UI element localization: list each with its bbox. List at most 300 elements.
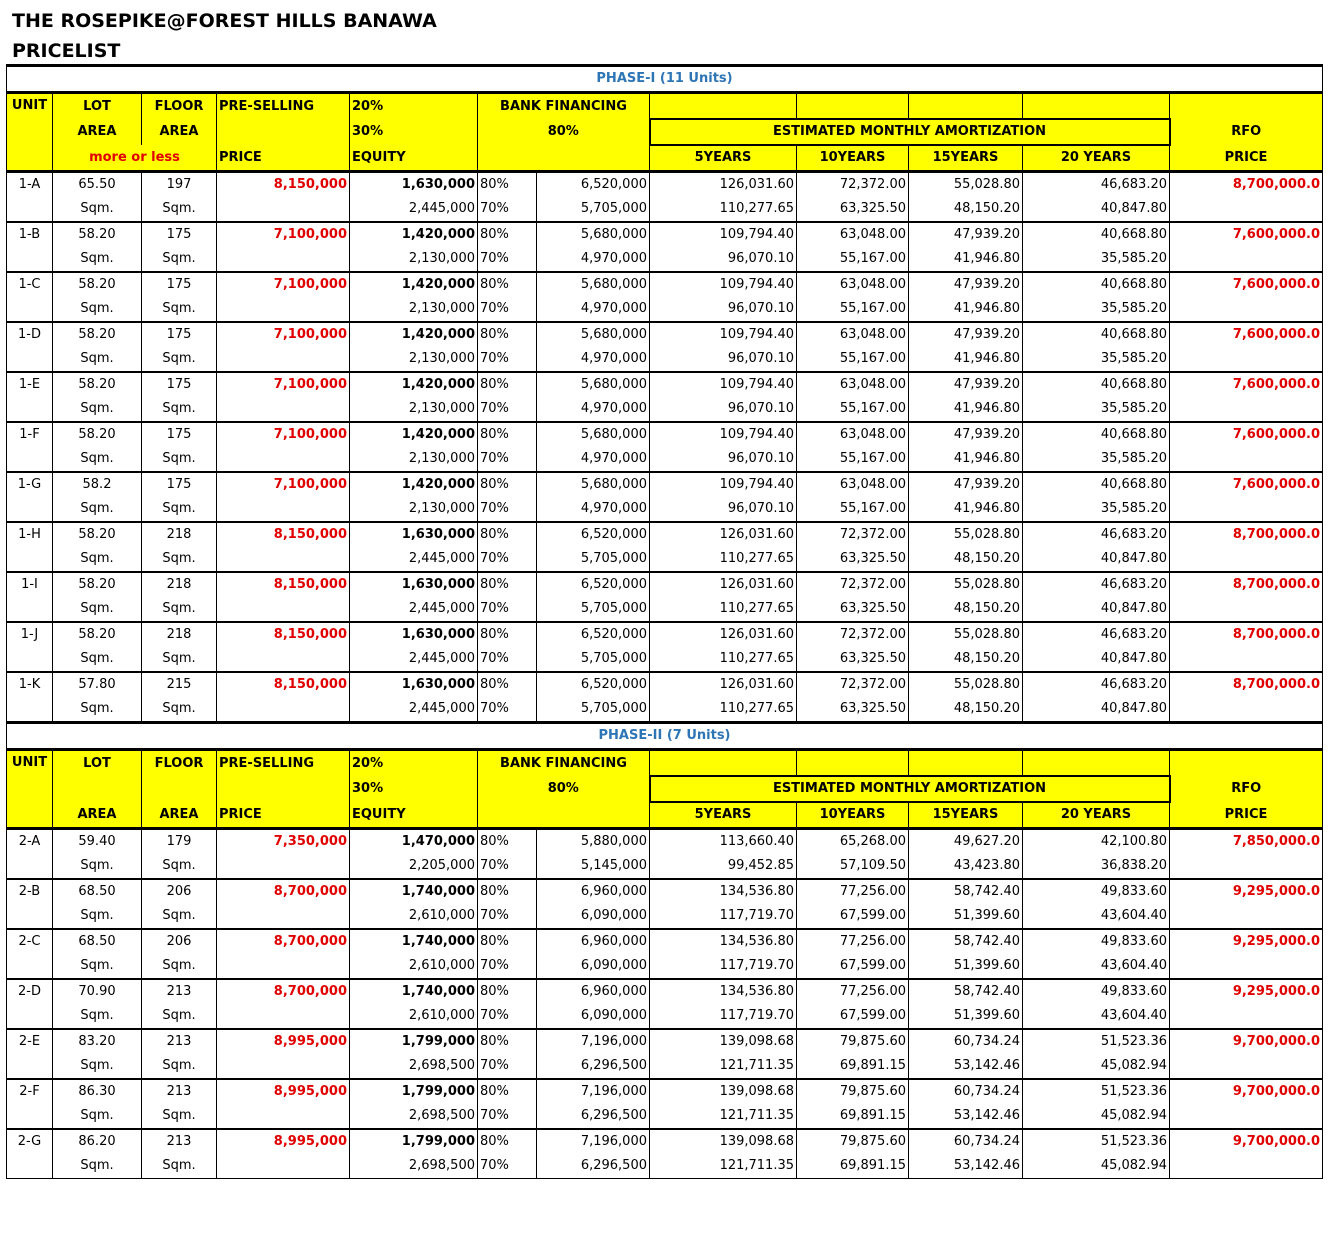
- equity-value: 1,740,000: [350, 979, 478, 1004]
- amort-5years: 109,794.40: [650, 272, 797, 297]
- blank-cell: [1170, 954, 1323, 979]
- table-row: [7, 829, 1323, 855]
- blank-cell: [217, 1054, 350, 1079]
- table-row: [7, 1079, 1323, 1104]
- blank-cell: [1170, 447, 1323, 472]
- floor-area-unit: Sqm.: [142, 547, 217, 572]
- bank-financing-value: 4,970,000: [537, 297, 650, 322]
- unit-code: 2-B: [7, 879, 53, 904]
- blank-cell: [7, 297, 53, 322]
- equity-value: 2,445,000: [350, 597, 478, 622]
- bank-financing-value: 6,520,000: [537, 572, 650, 597]
- amort-15years: 43,423.80: [909, 854, 1023, 879]
- lot-area-unit: Sqm.: [53, 1104, 142, 1129]
- blank-cell: [217, 297, 350, 322]
- header-row: [7, 145, 1323, 172]
- amort-10years: 72,372.00: [797, 672, 909, 697]
- amort-5years: 96,070.10: [650, 497, 797, 522]
- floor-area-unit: Sqm.: [142, 597, 217, 622]
- lot-area: 68.50: [53, 929, 142, 954]
- blank-cell: [1170, 297, 1323, 322]
- blank-cell: [1170, 1004, 1323, 1029]
- floor-area-unit: Sqm.: [142, 447, 217, 472]
- amort-10years: 63,048.00: [797, 322, 909, 347]
- unit-code: 1-I: [7, 572, 53, 597]
- floor-area: 218: [142, 572, 217, 597]
- amort-5years: 109,794.40: [650, 322, 797, 347]
- blank-cell: [7, 647, 53, 672]
- table-row: [7, 1154, 1323, 1179]
- rfo-price: 9,295,000.0: [1170, 929, 1323, 954]
- header-equity: EQUITY: [350, 802, 478, 829]
- table-row: [7, 979, 1323, 1004]
- lot-area: 58.20: [53, 572, 142, 597]
- blank-cell: [7, 854, 53, 879]
- amort-15years: 41,946.80: [909, 397, 1023, 422]
- rfo-price: 7,600,000.0: [1170, 222, 1323, 247]
- header-blank: [1023, 750, 1170, 777]
- header-blank: [217, 119, 350, 145]
- financing-percent: 70%: [478, 547, 537, 572]
- header-price: PRICE: [217, 802, 350, 829]
- document-subtitle: PRICELIST: [12, 40, 121, 62]
- bank-financing-value: 6,520,000: [537, 172, 650, 198]
- pre-selling-price: 8,995,000: [217, 1129, 350, 1154]
- amort-10years: 69,891.15: [797, 1054, 909, 1079]
- financing-percent: 80%: [478, 572, 537, 597]
- floor-area-unit: Sqm.: [142, 397, 217, 422]
- amort-20years: 46,683.20: [1023, 172, 1170, 198]
- unit-code: 2-D: [7, 979, 53, 1004]
- amort-20years: 40,668.80: [1023, 222, 1170, 247]
- amort-5years: 110,277.65: [650, 697, 797, 723]
- blank-cell: [7, 697, 53, 723]
- amort-5years: 110,277.65: [650, 647, 797, 672]
- amort-20years: 35,585.20: [1023, 447, 1170, 472]
- bank-financing-value: 6,520,000: [537, 622, 650, 647]
- floor-area: 213: [142, 1029, 217, 1054]
- amort-20years: 40,668.80: [1023, 372, 1170, 397]
- floor-area-unit: Sqm.: [142, 1154, 217, 1179]
- financing-percent: 80%: [478, 472, 537, 497]
- floor-area-unit: Sqm.: [142, 697, 217, 723]
- amort-15years: 55,028.80: [909, 622, 1023, 647]
- amort-20years: 49,833.60: [1023, 879, 1170, 904]
- blank-cell: [1170, 647, 1323, 672]
- lot-area-unit: Sqm.: [53, 647, 142, 672]
- rfo-price: 9,295,000.0: [1170, 879, 1323, 904]
- amort-20years: 35,585.20: [1023, 397, 1170, 422]
- unit-code: 1-J: [7, 622, 53, 647]
- header-bank-financing: BANK FINANCING: [478, 750, 650, 777]
- amort-15years: 48,150.20: [909, 547, 1023, 572]
- blank-cell: [7, 1154, 53, 1179]
- blank-cell: [7, 1054, 53, 1079]
- amort-20years: 42,100.80: [1023, 829, 1170, 855]
- amort-5years: 109,794.40: [650, 372, 797, 397]
- table-row: [7, 622, 1323, 647]
- table-row: [7, 472, 1323, 497]
- floor-area-unit: Sqm.: [142, 1104, 217, 1129]
- blank-cell: [1170, 497, 1323, 522]
- pricelist-table: [6, 64, 1323, 1179]
- pre-selling-price: 8,700,000: [217, 929, 350, 954]
- header-blank: [1170, 750, 1323, 777]
- amort-10years: 77,256.00: [797, 929, 909, 954]
- equity-value: 2,445,000: [350, 197, 478, 222]
- lot-area-unit: Sqm.: [53, 547, 142, 572]
- bank-financing-value: 5,705,000: [537, 697, 650, 723]
- equity-value: 1,420,000: [350, 222, 478, 247]
- equity-value: 2,130,000: [350, 297, 478, 322]
- amort-5years: 126,031.60: [650, 172, 797, 198]
- amort-5years: 126,031.60: [650, 622, 797, 647]
- amort-5years: 126,031.60: [650, 522, 797, 547]
- amort-5years: 110,277.65: [650, 547, 797, 572]
- floor-area: 213: [142, 1129, 217, 1154]
- financing-percent: 70%: [478, 247, 537, 272]
- financing-percent: 80%: [478, 1129, 537, 1154]
- amort-15years: 60,734.24: [909, 1029, 1023, 1054]
- bank-financing-value: 4,970,000: [537, 497, 650, 522]
- amort-5years: 109,794.40: [650, 422, 797, 447]
- header-pct30: 30%: [350, 119, 478, 145]
- amort-20years: 43,604.40: [1023, 904, 1170, 929]
- header-pre-selling: PRE-SELLING: [217, 93, 350, 120]
- header-blank: [1170, 93, 1323, 120]
- rfo-price: 8,700,000.0: [1170, 172, 1323, 198]
- amort-10years: 67,599.00: [797, 1004, 909, 1029]
- header-rfo: RFO: [1170, 776, 1323, 802]
- floor-area: 206: [142, 879, 217, 904]
- header-equity: EQUITY: [350, 145, 478, 172]
- header-blank: [478, 145, 650, 172]
- amort-15years: 48,150.20: [909, 197, 1023, 222]
- pre-selling-price: 7,100,000: [217, 222, 350, 247]
- amort-15years: 47,939.20: [909, 372, 1023, 397]
- financing-percent: 70%: [478, 904, 537, 929]
- blank-cell: [217, 397, 350, 422]
- header-5years: 5YEARS: [650, 802, 797, 829]
- header-blank: [217, 776, 350, 802]
- pre-selling-price: 8,700,000: [217, 879, 350, 904]
- header-blank: [650, 750, 797, 777]
- amort-20years: 40,847.80: [1023, 597, 1170, 622]
- blank-cell: [7, 247, 53, 272]
- blank-cell: [1170, 1054, 1323, 1079]
- equity-value: 1,420,000: [350, 472, 478, 497]
- amort-5years: 109,794.40: [650, 222, 797, 247]
- financing-percent: 70%: [478, 1104, 537, 1129]
- equity-value: 2,130,000: [350, 447, 478, 472]
- header-row: [7, 93, 1323, 120]
- rfo-price: 9,700,000.0: [1170, 1129, 1323, 1154]
- lot-area: 58.20: [53, 322, 142, 347]
- unit-code: 2-C: [7, 929, 53, 954]
- financing-percent: 70%: [478, 597, 537, 622]
- header-rfo-price: PRICE: [1170, 145, 1323, 172]
- floor-area: 215: [142, 672, 217, 697]
- amort-10years: 55,167.00: [797, 347, 909, 372]
- blank-cell: [217, 647, 350, 672]
- rfo-price: 8,700,000.0: [1170, 622, 1323, 647]
- blank-cell: [217, 547, 350, 572]
- table-row: [7, 422, 1323, 447]
- bank-financing-value: 5,705,000: [537, 597, 650, 622]
- equity-value: 1,740,000: [350, 879, 478, 904]
- floor-area: 175: [142, 472, 217, 497]
- floor-area-unit: Sqm.: [142, 1054, 217, 1079]
- amort-10years: 57,109.50: [797, 854, 909, 879]
- amort-10years: 63,325.50: [797, 697, 909, 723]
- equity-value: 2,698,500: [350, 1104, 478, 1129]
- table-row: [7, 197, 1323, 222]
- blank-cell: [1170, 197, 1323, 222]
- amort-15years: 47,939.20: [909, 222, 1023, 247]
- amort-10years: 55,167.00: [797, 247, 909, 272]
- amort-20years: 51,523.36: [1023, 1029, 1170, 1054]
- equity-value: 2,445,000: [350, 647, 478, 672]
- financing-percent: 80%: [478, 222, 537, 247]
- bank-financing-value: 4,970,000: [537, 447, 650, 472]
- header-pct30: 30%: [350, 776, 478, 802]
- header-15years: 15YEARS: [909, 145, 1023, 172]
- amort-10years: 63,325.50: [797, 197, 909, 222]
- header-rfo: RFO: [1170, 119, 1323, 145]
- table-row: [7, 929, 1323, 954]
- amort-10years: 63,325.50: [797, 597, 909, 622]
- table-row: [7, 1129, 1323, 1154]
- amort-5years: 110,277.65: [650, 597, 797, 622]
- bank-financing-value: 6,090,000: [537, 904, 650, 929]
- blank-cell: [217, 197, 350, 222]
- lot-area-unit: Sqm.: [53, 904, 142, 929]
- header-pct20: 20%: [350, 93, 478, 120]
- floor-area: 197: [142, 172, 217, 198]
- equity-value: 1,470,000: [350, 829, 478, 855]
- amort-20years: 36,838.20: [1023, 854, 1170, 879]
- lot-area: 58.20: [53, 622, 142, 647]
- amort-5years: 117,719.70: [650, 904, 797, 929]
- amort-5years: 134,536.80: [650, 929, 797, 954]
- floor-area: 213: [142, 1079, 217, 1104]
- equity-value: 1,420,000: [350, 422, 478, 447]
- lot-area-unit: Sqm.: [53, 1054, 142, 1079]
- bank-financing-value: 7,196,000: [537, 1079, 650, 1104]
- financing-percent: 70%: [478, 854, 537, 879]
- amort-15years: 51,399.60: [909, 954, 1023, 979]
- blank-cell: [217, 904, 350, 929]
- financing-percent: 70%: [478, 1054, 537, 1079]
- blank-cell: [7, 497, 53, 522]
- unit-code: 1-B: [7, 222, 53, 247]
- financing-percent: 80%: [478, 372, 537, 397]
- amort-20years: 40,668.80: [1023, 422, 1170, 447]
- lot-area: 65.50: [53, 172, 142, 198]
- floor-area: 218: [142, 522, 217, 547]
- amort-5years: 110,277.65: [650, 197, 797, 222]
- amort-20years: 35,585.20: [1023, 297, 1170, 322]
- amort-20years: 35,585.20: [1023, 347, 1170, 372]
- unit-code: 1-H: [7, 522, 53, 547]
- header-row: [7, 802, 1323, 829]
- equity-value: 2,698,500: [350, 1154, 478, 1179]
- unit-code: 2-E: [7, 1029, 53, 1054]
- pricelist-container: [6, 64, 1322, 1179]
- unit-code: 1-E: [7, 372, 53, 397]
- amort-20years: 40,847.80: [1023, 547, 1170, 572]
- blank-cell: [7, 1004, 53, 1029]
- rfo-price: 9,295,000.0: [1170, 979, 1323, 1004]
- table-row: [7, 1054, 1323, 1079]
- amort-15years: 41,946.80: [909, 347, 1023, 372]
- amort-5years: 117,719.70: [650, 1004, 797, 1029]
- lot-area-unit: Sqm.: [53, 197, 142, 222]
- header-20years: 20 YEARS: [1023, 145, 1170, 172]
- amort-10years: 55,167.00: [797, 447, 909, 472]
- pre-selling-price: 8,150,000: [217, 572, 350, 597]
- table-row: [7, 447, 1323, 472]
- amort-5years: 134,536.80: [650, 979, 797, 1004]
- blank-cell: [1170, 1154, 1323, 1179]
- amort-10years: 65,268.00: [797, 829, 909, 855]
- floor-area: 175: [142, 372, 217, 397]
- amort-20years: 40,847.80: [1023, 697, 1170, 723]
- table-row: [7, 522, 1323, 547]
- table-row: [7, 597, 1323, 622]
- amort-15years: 53,142.46: [909, 1054, 1023, 1079]
- header-blank: [797, 750, 909, 777]
- rfo-price: 7,600,000.0: [1170, 472, 1323, 497]
- lot-area-unit: Sqm.: [53, 297, 142, 322]
- table-row: [7, 697, 1323, 723]
- amort-15years: 60,734.24: [909, 1079, 1023, 1104]
- blank-cell: [7, 1104, 53, 1129]
- financing-percent: 70%: [478, 497, 537, 522]
- amort-15years: 41,946.80: [909, 447, 1023, 472]
- amort-10years: 63,048.00: [797, 372, 909, 397]
- header-floor-area: [142, 776, 217, 802]
- financing-percent: 80%: [478, 929, 537, 954]
- financing-percent: 70%: [478, 954, 537, 979]
- amort-10years: 72,372.00: [797, 522, 909, 547]
- rfo-price: 9,700,000.0: [1170, 1079, 1323, 1104]
- floor-area: 175: [142, 222, 217, 247]
- unit-code: 1-F: [7, 422, 53, 447]
- bank-financing-value: 5,680,000: [537, 322, 650, 347]
- amort-10years: 72,372.00: [797, 172, 909, 198]
- header-rfo-price: PRICE: [1170, 802, 1323, 829]
- table-row: [7, 322, 1323, 347]
- lot-area: 58.20: [53, 422, 142, 447]
- blank-cell: [217, 447, 350, 472]
- lot-area-unit: Sqm.: [53, 497, 142, 522]
- financing-percent: 80%: [478, 979, 537, 1004]
- pre-selling-price: 7,100,000: [217, 272, 350, 297]
- equity-value: 2,445,000: [350, 697, 478, 723]
- header-row: [7, 750, 1323, 777]
- lot-area-unit: Sqm.: [53, 247, 142, 272]
- equity-value: 1,799,000: [350, 1129, 478, 1154]
- pre-selling-price: 7,350,000: [217, 829, 350, 855]
- equity-value: 2,698,500: [350, 1054, 478, 1079]
- equity-value: 1,630,000: [350, 572, 478, 597]
- pre-selling-price: 7,100,000: [217, 372, 350, 397]
- amort-20years: 51,523.36: [1023, 1129, 1170, 1154]
- amort-15years: 51,399.60: [909, 1004, 1023, 1029]
- blank-cell: [217, 854, 350, 879]
- header-blank: [797, 93, 909, 120]
- amort-15years: 48,150.20: [909, 647, 1023, 672]
- lot-area: 58.20: [53, 372, 142, 397]
- blank-cell: [7, 904, 53, 929]
- table-row: [7, 854, 1323, 879]
- amort-20years: 40,847.80: [1023, 197, 1170, 222]
- bank-financing-value: 5,705,000: [537, 547, 650, 572]
- table-row: [7, 672, 1323, 697]
- bank-financing-value: 5,680,000: [537, 222, 650, 247]
- table-row: [7, 547, 1323, 572]
- blank-cell: [1170, 854, 1323, 879]
- blank-cell: [1170, 904, 1323, 929]
- amort-15years: 55,028.80: [909, 572, 1023, 597]
- equity-value: 2,130,000: [350, 397, 478, 422]
- header-10years: 10YEARS: [797, 802, 909, 829]
- amort-15years: 47,939.20: [909, 272, 1023, 297]
- equity-value: 2,130,000: [350, 347, 478, 372]
- amort-20years: 49,833.60: [1023, 979, 1170, 1004]
- amort-5years: 99,452.85: [650, 854, 797, 879]
- blank-cell: [217, 347, 350, 372]
- amort-5years: 121,711.35: [650, 1154, 797, 1179]
- amort-10years: 63,048.00: [797, 222, 909, 247]
- bank-financing-value: 5,680,000: [537, 372, 650, 397]
- financing-percent: 70%: [478, 1004, 537, 1029]
- floor-area-unit: Sqm.: [142, 904, 217, 929]
- table-row: [7, 172, 1323, 198]
- blank-cell: [217, 1104, 350, 1129]
- lot-area: 86.30: [53, 1079, 142, 1104]
- header-floor: FLOOR: [142, 750, 217, 777]
- amort-20years: 40,668.80: [1023, 322, 1170, 347]
- lot-area: 86.20: [53, 1129, 142, 1154]
- amort-10years: 72,372.00: [797, 572, 909, 597]
- blank-cell: [7, 547, 53, 572]
- amort-5years: 109,794.40: [650, 472, 797, 497]
- pre-selling-price: 8,150,000: [217, 522, 350, 547]
- amort-5years: 139,098.68: [650, 1129, 797, 1154]
- table-row: [7, 397, 1323, 422]
- bank-financing-value: 4,970,000: [537, 347, 650, 372]
- amort-5years: 126,031.60: [650, 572, 797, 597]
- amort-15years: 51,399.60: [909, 904, 1023, 929]
- financing-percent: 70%: [478, 447, 537, 472]
- unit-code: 2-F: [7, 1079, 53, 1104]
- table-row: [7, 879, 1323, 904]
- bank-financing-value: 6,296,500: [537, 1154, 650, 1179]
- lot-area-unit: Sqm.: [53, 597, 142, 622]
- rfo-price: 7,600,000.0: [1170, 372, 1323, 397]
- equity-value: 1,420,000: [350, 272, 478, 297]
- bank-financing-value: 4,970,000: [537, 247, 650, 272]
- bank-financing-value: 6,090,000: [537, 1004, 650, 1029]
- blank-cell: [1170, 697, 1323, 723]
- table-row: [7, 297, 1323, 322]
- header-price: PRICE: [217, 145, 350, 172]
- amort-5years: 117,719.70: [650, 954, 797, 979]
- pre-selling-price: 8,700,000: [217, 979, 350, 1004]
- lot-area: 83.20: [53, 1029, 142, 1054]
